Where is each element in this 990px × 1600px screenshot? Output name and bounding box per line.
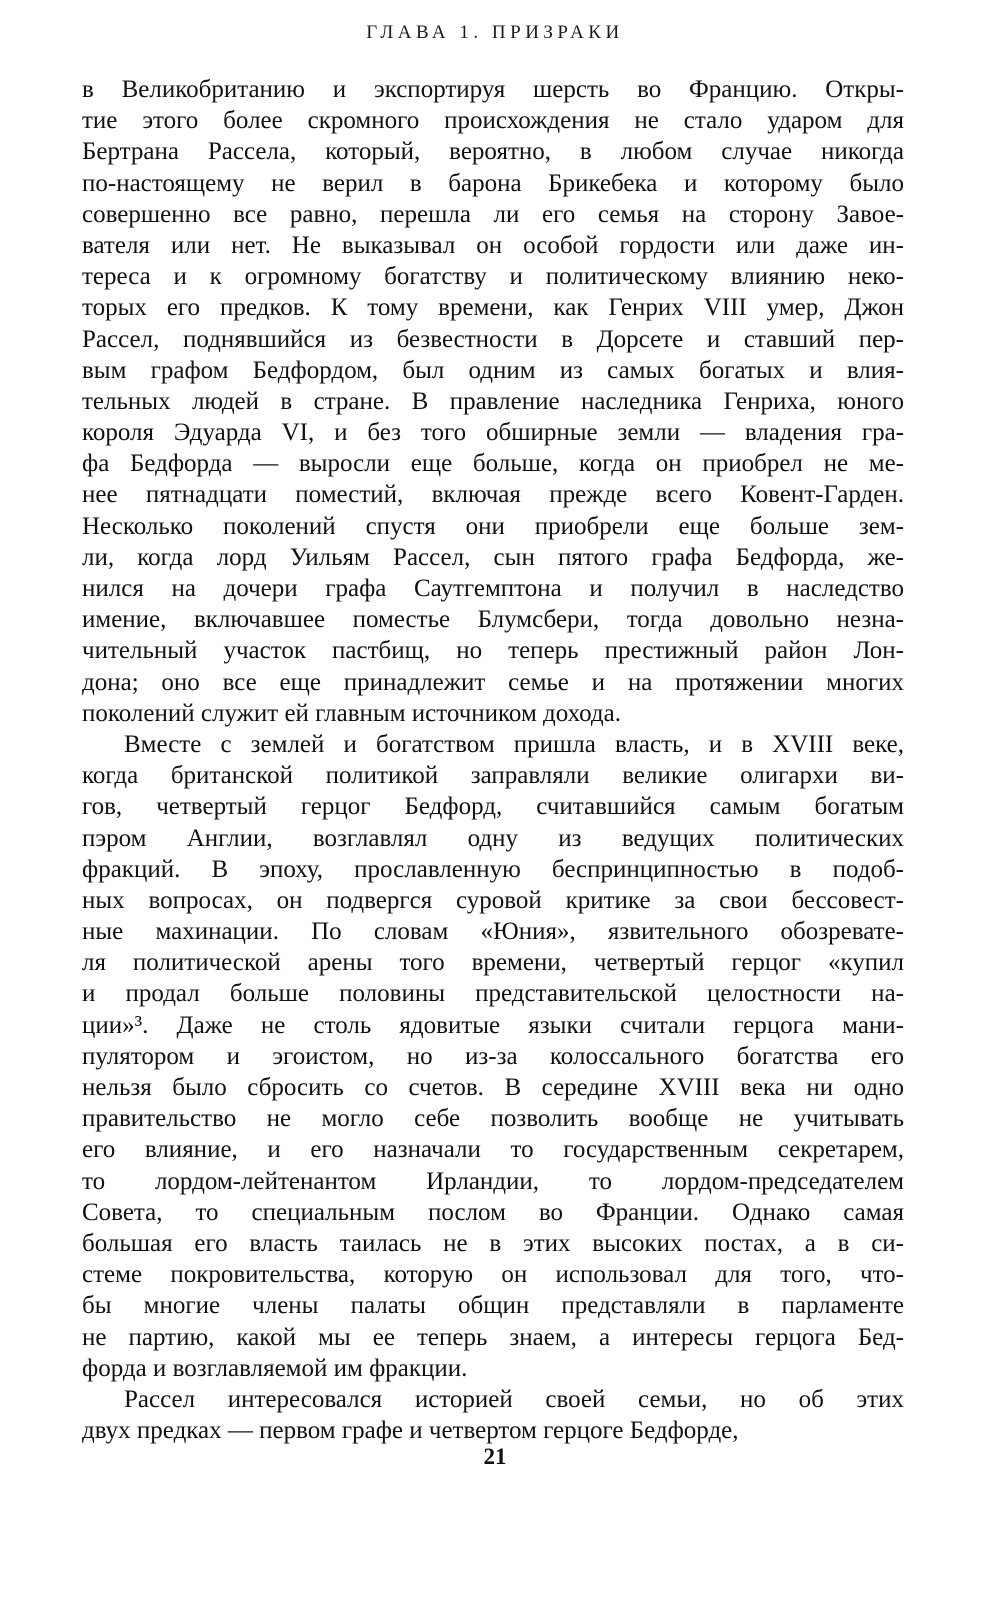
text-line: ные махинации. По словам «Юния», язвительного обозревате- <box>82 918 904 946</box>
text-line: чительный участок пастбищ, но теперь престижный район Лон- <box>82 637 904 665</box>
text-line: совершенно все равно, перешла ли его семья на сторону Завое- <box>82 200 904 228</box>
text-line: Совета, то специальным послом во Франции. Однако самая <box>82 1198 904 1226</box>
text-line: нее пятнадцати поместий, включая прежде всего Ковент-Гарден. <box>82 481 904 509</box>
text-line: Несколько поколений спустя они приобрели еще больше зем- <box>82 512 904 540</box>
text-line: ли, когда лорд Уильям Рассел, сын пятого графа Бедфорда, же- <box>82 543 904 571</box>
text-line: форда и возглавляемой им фракции. <box>82 1354 468 1382</box>
text-line: двух предках — первом графе и четвертом герцоге Бедфорде, <box>82 1417 739 1445</box>
text-line: нельзя было сбросить со счетов. В середине XVIII века ни одно <box>82 1074 904 1101</box>
text-line: имение, включавшее поместье Блумсбери, тогда довольно незна- <box>82 606 904 634</box>
text-line: нился на дочери графа Саутгемптона и получил в наследство <box>82 575 904 602</box>
text-line: короля Эдуарда VI, и без того обширные земли — владения гра- <box>82 419 904 447</box>
text-line: дона; оно все еще принадлежит семье и на протяжении многих <box>82 668 904 696</box>
text-line: гов, четвертый герцог Бедфорд, считавшийся самым богатым <box>82 793 904 821</box>
body-text <box>82 74 904 1446</box>
text-line: Бертрана Рассела, который, вероятно, в любом случае никогда <box>82 138 904 166</box>
text-line: в Великобританию и экспортируя шерсть во Францию. Откры- <box>82 76 904 103</box>
text-line: и продал больше половины представительской целостности на- <box>82 980 904 1008</box>
text-line: ля политической арены того времени, четвертый герцог «купил <box>82 949 904 977</box>
text-line: поколений служит ей главным источником дохода. <box>82 699 622 727</box>
text-line: Рассел интересовался историей своей семьи, но об этих <box>124 1385 904 1413</box>
text-line: бы многие члены палаты общин представляли в парламенте <box>82 1292 904 1320</box>
text-line: стеме покровительства, которую он использовал для того, что- <box>82 1261 904 1289</box>
text-line: тереса и к огромному богатству и политическому влиянию неко- <box>82 263 904 291</box>
paragraph <box>82 729 904 1384</box>
text-line: вателя или нет. Не выказывал он особой гордости или даже ин- <box>82 231 904 259</box>
text-line: по-настоящему не верил в барона Брикебека и которому было <box>82 169 904 197</box>
text-line: большая его власть таилась не в этих высоких постах, а в си- <box>82 1229 904 1257</box>
page-number: 21 <box>483 1444 507 1469</box>
text-line: пулятором и эгоистом, но из-за колоссального богатства его <box>82 1042 904 1070</box>
text-line: тельных людей в стране. В правление наследника Генриха, юного <box>82 387 904 415</box>
text-line: ции»³. Даже не столь ядовитые языки считали герцога мани- <box>82 1011 904 1039</box>
text-line: вым графом Бедфордом, был одним из самых богатых и влия- <box>82 356 904 384</box>
text-line: фракций. В эпоху, прославленную беспринципностью в подоб- <box>82 855 904 883</box>
text-line: пэром Англии, возглавлял одну из ведущих политических <box>82 824 904 852</box>
text-line: когда британской политикой заправляли великие олигархи ви- <box>82 762 904 790</box>
text-line: Рассел, поднявшийся из безвестности в Дорсете и ставший пер- <box>82 325 904 353</box>
running-head: ГЛАВА 1. ПРИЗРАКИ <box>366 22 624 43</box>
text-line: правительство не могло себе позволить вообще не учитывать <box>82 1105 904 1133</box>
paragraph <box>82 1384 904 1446</box>
text-line: не партию, какой мы ее теперь знаем, а интересы герцога Бед- <box>82 1323 904 1351</box>
text-line: торых его предков. К тому времени, как Генрих VIII умер, Джон <box>82 294 904 322</box>
text-line: его влияние, и его назначали то государственным секретарем, <box>82 1136 904 1164</box>
text-line: тие этого более скромного происхождения не стало ударом для <box>82 107 904 135</box>
paragraph <box>82 74 904 729</box>
text-line: Вместе с землей и богатством пришла власть, и в XVIII веке, <box>124 730 904 758</box>
text-line: фа Бедфорда — выросли еще больше, когда он приобрел не ме- <box>82 450 904 478</box>
text-line: то лордом-лейтенантом Ирландии, то лордом-председателем <box>82 1167 904 1195</box>
text-line: ных вопросах, он подвергся суровой критике за свои бессовест- <box>82 886 904 914</box>
